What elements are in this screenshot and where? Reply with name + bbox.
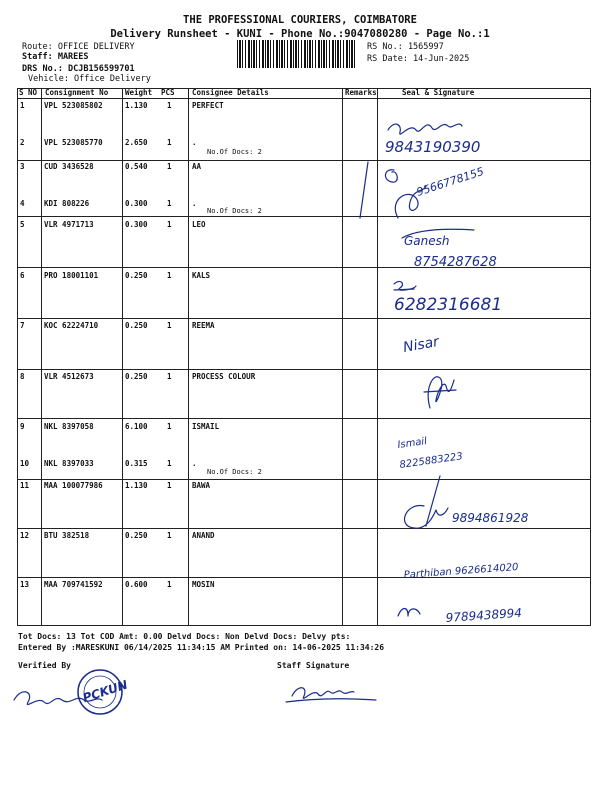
row-consignee: PROCESS COLOUR bbox=[192, 372, 256, 381]
col-remarks: Remarks bbox=[345, 88, 377, 97]
row-consignment: VPL 523085802 bbox=[44, 101, 103, 110]
row-consignment: MAA 709741592 bbox=[44, 580, 103, 589]
r13-phone: 9789438994 bbox=[445, 605, 523, 625]
row-consignee: ANAND bbox=[192, 531, 215, 540]
staff-label: Staff: MAREES bbox=[22, 52, 89, 62]
r10-phone: 8225883223 bbox=[398, 451, 464, 471]
row-weight: 0.250 bbox=[125, 372, 148, 381]
row-weight: 0.540 bbox=[125, 162, 148, 171]
r2-phone: 9843190390 bbox=[385, 138, 481, 156]
row-pcs: 1 bbox=[167, 422, 172, 431]
r9-name: Ismail bbox=[396, 435, 428, 451]
row-consignment: VLR 4971713 bbox=[44, 220, 94, 229]
row-weight: 0.250 bbox=[125, 271, 148, 280]
company-name: THE PROFESSIONAL COURIERS, COIMBATORE bbox=[183, 14, 417, 26]
row-consignee: BAWA bbox=[192, 481, 211, 490]
row-sno: 13 bbox=[20, 580, 30, 589]
row-consignment: KOC 62224710 bbox=[44, 321, 99, 330]
row-consignee: ISMAIL bbox=[192, 422, 220, 431]
row-consignment: VLR 4512673 bbox=[44, 372, 94, 381]
row-pcs: 1 bbox=[167, 162, 172, 171]
row-weight: 0.250 bbox=[125, 321, 148, 330]
row-pcs: 1 bbox=[167, 101, 172, 110]
row-consignment: NKL 8397058 bbox=[44, 422, 94, 431]
row-weight: 0.300 bbox=[125, 220, 148, 229]
row-sno: 1 bbox=[20, 101, 25, 110]
stamp-text: PCKUN bbox=[81, 677, 130, 706]
verification-marks bbox=[0, 660, 600, 740]
entered-by-line: Entered By :MARESKUNI 06/14/2025 11:34:15 AM Printed on: 14-06-2025 11:34:26 bbox=[18, 643, 385, 652]
row-weight: 1.130 bbox=[125, 481, 148, 490]
row-pcs: 1 bbox=[167, 580, 172, 589]
drs-number: DRS No.: DCJB156599701 bbox=[22, 64, 135, 74]
verified-by-label: Verified By bbox=[18, 661, 71, 670]
col-sno: S NO bbox=[19, 88, 38, 97]
row-consignment: NKL 8397033 bbox=[44, 459, 94, 468]
row-pcs: 1 bbox=[167, 372, 172, 381]
rs-number: RS No.: 1565997 bbox=[367, 42, 444, 52]
totals-line: Tot Docs: 13 Tot COD Amt: 0.00 Delvd Docs: Non Delvd Docs: Delvy pts: bbox=[18, 632, 351, 641]
vehicle-label: Vehicle: Office Delivery bbox=[28, 74, 151, 84]
col-pcs: PCS bbox=[161, 88, 175, 97]
row-consignee: KALS bbox=[192, 271, 211, 280]
row-sno: 4 bbox=[20, 199, 25, 208]
row-sno: 6 bbox=[20, 271, 25, 280]
route-label: Route: OFFICE DELIVERY bbox=[22, 42, 135, 52]
row-weight: 2.650 bbox=[125, 138, 148, 147]
row-weight: 6.100 bbox=[125, 422, 148, 431]
r4-phone: 9566778155 bbox=[414, 164, 486, 199]
row-pcs: 1 bbox=[167, 321, 172, 330]
row-consignee: REEMA bbox=[192, 321, 215, 330]
r12-text: Parthiban 9626614020 bbox=[403, 562, 519, 581]
col-consignment: Consignment No bbox=[45, 88, 109, 97]
row-pcs: 1 bbox=[167, 220, 172, 229]
r5-name: Ganesh bbox=[404, 234, 450, 248]
rs-date: RS Date: 14-Jun-2025 bbox=[367, 54, 470, 64]
row-docs-note: No.Of Docs: 2 bbox=[207, 148, 262, 156]
row-docs-note: No.Of Docs: 2 bbox=[207, 468, 262, 476]
r11-phone: 9894861928 bbox=[452, 511, 529, 525]
row-weight: 0.315 bbox=[125, 459, 148, 468]
row-sno: 9 bbox=[20, 422, 25, 431]
row-consignment: KDI 808226 bbox=[44, 199, 90, 208]
row-weight: 0.250 bbox=[125, 531, 148, 540]
row-consignee: . bbox=[192, 199, 197, 208]
row-consignment: MAA 100077986 bbox=[44, 481, 103, 490]
row-pcs: 1 bbox=[167, 199, 172, 208]
row-consignee: . bbox=[192, 138, 197, 147]
row-sno: 10 bbox=[20, 459, 30, 468]
staff-signature-label: Staff Signature bbox=[277, 661, 350, 670]
row-consignee: AA bbox=[192, 162, 202, 171]
row-sno: 2 bbox=[20, 138, 25, 147]
row-pcs: 1 bbox=[167, 531, 172, 540]
row-pcs: 1 bbox=[167, 138, 172, 147]
row-consignee: LEO bbox=[192, 220, 206, 229]
row-consignment: BTU 382518 bbox=[44, 531, 90, 540]
row-weight: 0.600 bbox=[125, 580, 148, 589]
row-sno: 5 bbox=[20, 220, 25, 229]
row-pcs: 1 bbox=[167, 481, 172, 490]
row-consignee: . bbox=[192, 459, 197, 468]
row-consignment: PRO 18001101 bbox=[44, 271, 99, 280]
row-docs-note: No.Of Docs: 2 bbox=[207, 207, 262, 215]
r6-phone: 6282316681 bbox=[394, 295, 503, 315]
row-consignment: CUD 3436528 bbox=[44, 162, 94, 171]
r5-phone: 8754287628 bbox=[414, 255, 497, 270]
r7-name: Nisar bbox=[401, 333, 441, 356]
row-consignment: VPL 523085770 bbox=[44, 138, 103, 147]
row-weight: 1.130 bbox=[125, 101, 148, 110]
row-consignee: MOSIN bbox=[192, 580, 215, 589]
runsheet-title: Delivery Runsheet - KUNI - Phone No.:9047080280 - Page No.:1 bbox=[110, 28, 490, 40]
row-sno: 3 bbox=[20, 162, 25, 171]
row-pcs: 1 bbox=[167, 271, 172, 280]
row-sno: 12 bbox=[20, 531, 30, 540]
row-consignee: PERFECT bbox=[192, 101, 224, 110]
row-sno: 7 bbox=[20, 321, 25, 330]
col-signature: Seal & Signature bbox=[402, 88, 475, 97]
row-pcs: 1 bbox=[167, 459, 172, 468]
row-sno: 8 bbox=[20, 372, 25, 381]
col-weight: Weight bbox=[125, 88, 153, 97]
row-weight: 0.300 bbox=[125, 199, 148, 208]
row-sno: 11 bbox=[20, 481, 30, 490]
col-consignee: Consignee Details bbox=[192, 88, 269, 97]
